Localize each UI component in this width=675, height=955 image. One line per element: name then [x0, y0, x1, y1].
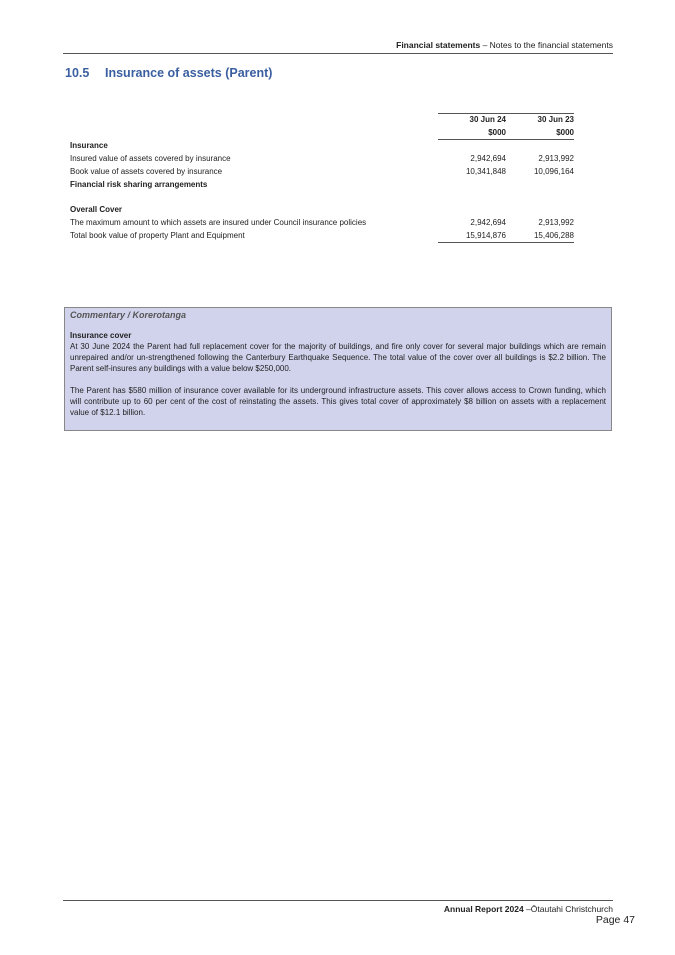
table-row — [70, 140, 574, 153]
footer-location: –Ōtautahi Christchurch — [523, 904, 613, 914]
table-row — [70, 217, 574, 230]
row-value: 10,096,164 — [533, 166, 574, 176]
table-spacer — [70, 191, 574, 204]
commentary-subheading: Insurance cover — [70, 331, 132, 340]
footer-report-name: Annual Report 2024 — [443, 904, 524, 914]
table-unit-row — [70, 127, 574, 140]
table-row — [70, 204, 574, 217]
col2-unit: $000 — [506, 127, 574, 140]
section-number: 10.5 — [65, 66, 90, 80]
row-value: 15,406,288 — [506, 230, 574, 243]
commentary-paragraph: At 30 June 2024 the Parent had full replacement cover for the majority of buildings, and fire only cover for several major buildings which are remain unrepaired and/or un-strengthened following the Canterbury Earthquake Sequence. The total value of the cover over all buildings is $2.2 billion. The Parent self-insures any buildings with a value below $250,000. — [70, 342, 606, 373]
page-number: Page 47 — [595, 914, 635, 926]
section-heading: Insurance of assets (Parent) — [105, 66, 273, 80]
table-row — [70, 153, 574, 166]
commentary-title: Commentary / Korerotanga — [70, 310, 187, 320]
row-heading: Financial risk sharing arrangements — [70, 179, 208, 189]
header-section-name: Financial statements — [396, 40, 481, 50]
header-subsection: – Notes to the financial statements — [480, 40, 613, 50]
page-header — [63, 40, 613, 54]
row-label: The maximum amount to which assets are insured under Council insurance policies — [70, 217, 367, 227]
commentary-paragraph: The Parent has $580 million of insurance cover available for its underground infrastructure assets. This cover allows access to Crown funding, which will contribute up to 60 per cent of the cost of reinstating the assets. This gives total cover of approximately $8 billion on assets with a replacement value of $12.1 billion. — [70, 386, 606, 417]
table-row — [70, 166, 574, 179]
row-label: Total book value of property Plant and Equipment — [70, 230, 245, 240]
row-label: Insured value of assets covered by insurance — [70, 154, 231, 164]
insurance-table — [70, 113, 574, 243]
commentary-box — [64, 307, 612, 431]
row-value: 2,913,992 — [538, 217, 574, 227]
table-header-row — [70, 114, 574, 127]
table-row — [70, 179, 574, 192]
page-footer — [63, 900, 613, 914]
col1-unit: $000 — [438, 127, 506, 140]
row-value: 2,942,694 — [470, 154, 506, 164]
row-heading: Overall Cover — [70, 205, 123, 215]
row-value: 10,341,848 — [465, 166, 506, 176]
row-value: 15,914,876 — [438, 230, 506, 243]
section-title — [65, 66, 272, 80]
table-row — [70, 230, 574, 243]
col1-period: 30 Jun 24 — [438, 114, 506, 127]
row-label: Book value of assets covered by insurance — [70, 166, 223, 176]
col2-period: 30 Jun 23 — [506, 114, 574, 127]
row-value: 2,942,694 — [470, 217, 506, 227]
row-heading: Insurance — [70, 141, 108, 151]
row-value: 2,913,992 — [538, 154, 574, 164]
